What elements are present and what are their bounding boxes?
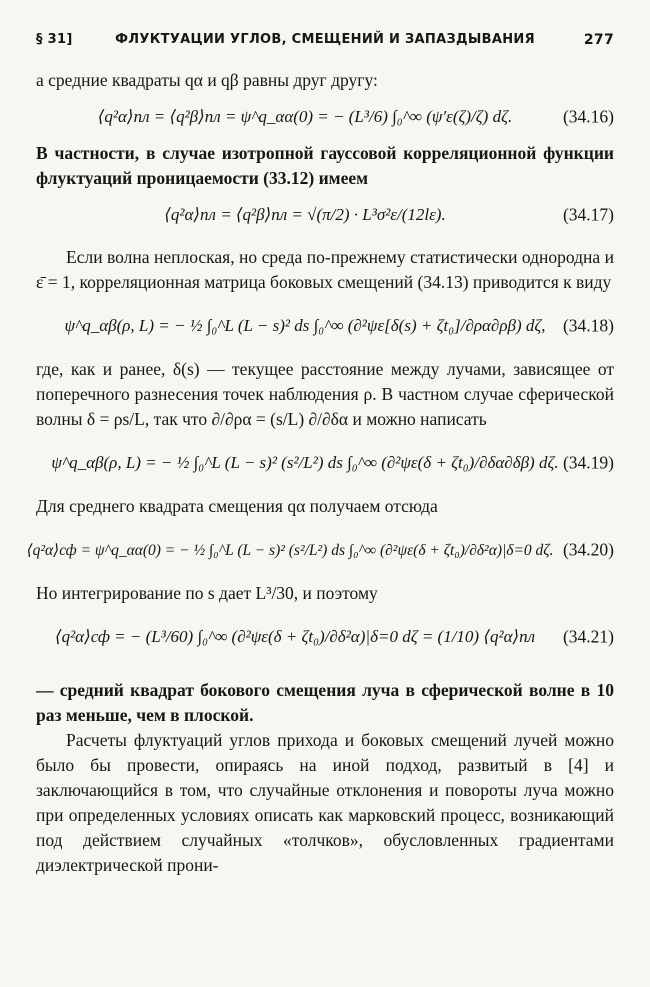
paragraph-3: Если волна неплоская, но среда по-прежнему статистически однородна и ε̄ = 1, корреляционная матрица боковых смещений (34.13) приводится к виду: [36, 247, 614, 292]
equation-number: (34.21): [562, 626, 614, 647]
running-title: ФЛУКТУАЦИИ УГЛОВ, СМЕЩЕНИЙ И ЗАПАЗДЫВАНИЯ: [115, 32, 535, 47]
equation-34-16: [36, 93, 614, 141]
equation-34-21: [36, 606, 614, 668]
paragraph-1: а средние квадраты qα и qβ равны друг другу:: [36, 70, 378, 90]
equation-formula: ⟨q²α⟩сф = ψ^q_αα(0) = − ½ ∫₀^L (L − s)² (s²/L²) ds ∫₀^∞ (∂²ψε(δ + ζt₀)/∂δ²α)|δ=0 dζ.: [26, 541, 554, 559]
paragraph-8: Расчеты флуктуаций углов прихода и боковых смещений лучей можно было бы провести, опираясь на иной подход, развитый в [4] и заключающийся в том, что случайные отклонения и повороты луча можно при определенных условиях описать как марковский процесс, возникающий под действием случайных «толчков», обусловленных градиентами диэлектрической прони-: [36, 730, 614, 875]
equation-34-18: [36, 295, 614, 357]
paragraph-2: В частности, в случае изотропной гауссовой корреляционной функции флуктуаций проницаемости (33.12) имеем: [36, 143, 614, 188]
equation-formula: ⟨q²α⟩сф = − (L³/60) ∫₀^∞ (∂²ψε(δ + ζt₀)/∂δ²α)|δ=0 dζ = (1/10) ⟨q²α⟩пл: [54, 627, 536, 646]
paragraph-7: — средний квадрат бокового смещения луча в сферической волне в 10 раз меньше, чем в плоской.: [36, 680, 614, 725]
page-body: [26, 68, 614, 878]
equation-34-19: [36, 432, 614, 494]
equation-number: (34.17): [562, 204, 614, 225]
equation-formula: ⟨q²α⟩пл = ⟨q²β⟩пл = ψ^q_αα(0) = − (L³/6) ∫₀^∞ (ψ′ε(ζ)/ζ) dζ.: [97, 107, 513, 126]
page-number: 277: [583, 32, 614, 48]
equation-number: (34.16): [562, 106, 614, 127]
equation-number: (34.18): [562, 315, 614, 336]
section-mark: § 31]: [36, 32, 73, 47]
equation-number: (34.20): [562, 539, 614, 560]
equation-formula: ψ^q_αβ(ρ, L) = − ½ ∫₀^L (L − s)² ds ∫₀^∞ (∂²ψε[δ(s) + ζt₀]/∂ρα∂ρβ) dζ,: [64, 316, 546, 335]
paragraph-6: Но интегрирование по s дает L³/30, и поэтому: [36, 583, 378, 603]
equation-number: (34.19): [562, 452, 614, 473]
equation-34-20: [26, 519, 614, 581]
running-header: [36, 32, 614, 52]
paragraph-5: Для среднего квадрата смещения qα получаем отсюда: [36, 496, 438, 516]
equation-formula: ψ^q_αβ(ρ, L) = − ½ ∫₀^L (L − s)² (s²/L²) ds ∫₀^∞ (∂²ψε(δ + ζt₀)/∂δα∂δβ) dζ.: [51, 453, 559, 472]
paragraph-4: где, как и ранее, δ(s) — текущее расстояние между лучами, зависящее от поперечного разнесения точек наблюдения ρ. В частном случае сферической волны δ = ρs/L, так что ∂/∂ρα = (s/L) ∂/∂δα и можно написать: [36, 359, 614, 429]
equation-formula: ⟨q²α⟩пл = ⟨q²β⟩пл = √(π/2) · L³σ²ε/(12lε).: [164, 205, 446, 224]
equation-34-17: [36, 191, 614, 239]
